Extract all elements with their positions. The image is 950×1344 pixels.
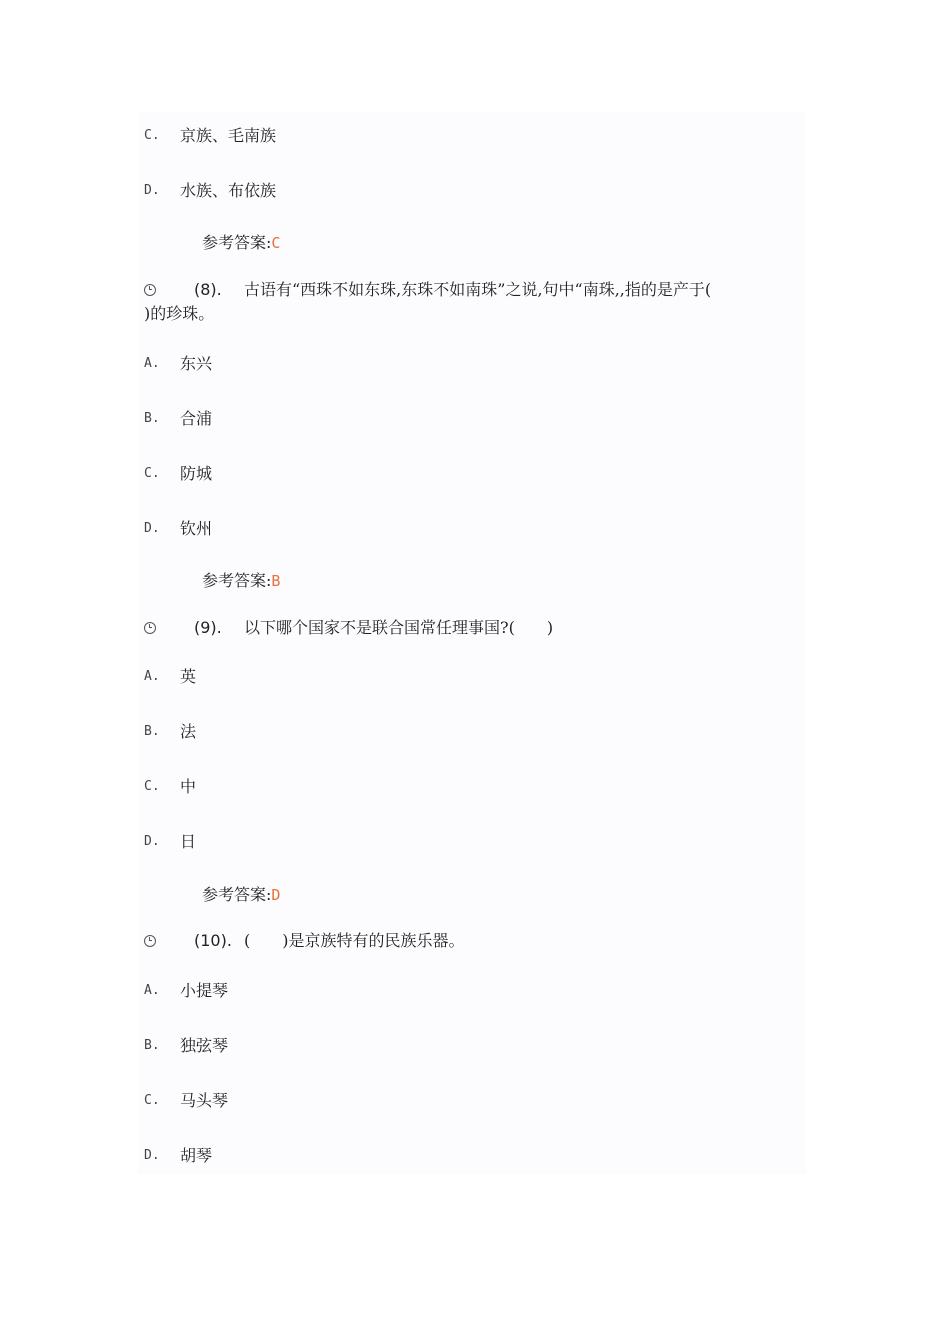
option-letter: C. bbox=[144, 128, 160, 143]
answer-value: C bbox=[271, 234, 281, 252]
option-text: 马头琴 bbox=[180, 1091, 229, 1110]
question-number: (10). bbox=[194, 931, 232, 950]
question-text-continued: )的珍珠。 bbox=[144, 304, 215, 323]
option-text: 小提琴 bbox=[180, 981, 229, 1000]
option-text: 东兴 bbox=[180, 354, 213, 373]
reference-answer bbox=[202, 885, 280, 905]
option-letter: B. bbox=[144, 411, 160, 426]
option-text: 中 bbox=[180, 777, 197, 796]
clock-icon bbox=[144, 935, 156, 947]
option-letter: A. bbox=[144, 983, 160, 998]
answer-label: 参考答案: bbox=[202, 571, 272, 590]
option-letter: C. bbox=[144, 1093, 160, 1108]
answer-label: 参考答案: bbox=[202, 233, 272, 252]
question-text: ( )是京族特有的民族乐器。 bbox=[244, 931, 465, 950]
option-text: 英 bbox=[180, 667, 197, 686]
option-text: 京族、毛南族 bbox=[180, 126, 277, 145]
option-letter: D. bbox=[144, 183, 160, 198]
reference-answer bbox=[202, 233, 280, 253]
option-letter: C. bbox=[144, 466, 160, 481]
option-text: 独弦琴 bbox=[180, 1036, 229, 1055]
option-letter: A. bbox=[144, 669, 160, 684]
answer-label: 参考答案: bbox=[202, 885, 272, 904]
option-text: 合浦 bbox=[180, 409, 213, 428]
option-letter: A. bbox=[144, 356, 160, 371]
option-letter: D. bbox=[144, 521, 160, 536]
option-letter: B. bbox=[144, 1038, 160, 1053]
option-text: 胡琴 bbox=[180, 1146, 213, 1165]
content-panel bbox=[138, 112, 806, 1174]
answer-value: B bbox=[271, 572, 281, 590]
option-letter: B. bbox=[144, 724, 160, 739]
question-number: (8). bbox=[194, 280, 222, 299]
option-text: 防城 bbox=[180, 464, 213, 483]
option-letter: C. bbox=[144, 779, 160, 794]
clock-icon bbox=[144, 622, 156, 634]
reference-answer bbox=[202, 571, 280, 591]
clock-icon bbox=[144, 284, 156, 296]
option-text: 水族、布依族 bbox=[180, 181, 277, 200]
answer-value: D bbox=[271, 886, 281, 904]
option-letter: D. bbox=[144, 834, 160, 849]
question-number: (9). bbox=[194, 618, 222, 637]
question-text: 以下哪个国家不是联合国常任理事国?( ) bbox=[244, 618, 554, 637]
option-text: 法 bbox=[180, 722, 197, 741]
option-letter: D. bbox=[144, 1148, 160, 1163]
option-text: 钦州 bbox=[180, 519, 213, 538]
option-text: 日 bbox=[180, 832, 197, 851]
question-text: 古语有“西珠不如东珠,东珠不如南珠”之说,句中“南珠,,指的是产于( bbox=[244, 280, 712, 299]
